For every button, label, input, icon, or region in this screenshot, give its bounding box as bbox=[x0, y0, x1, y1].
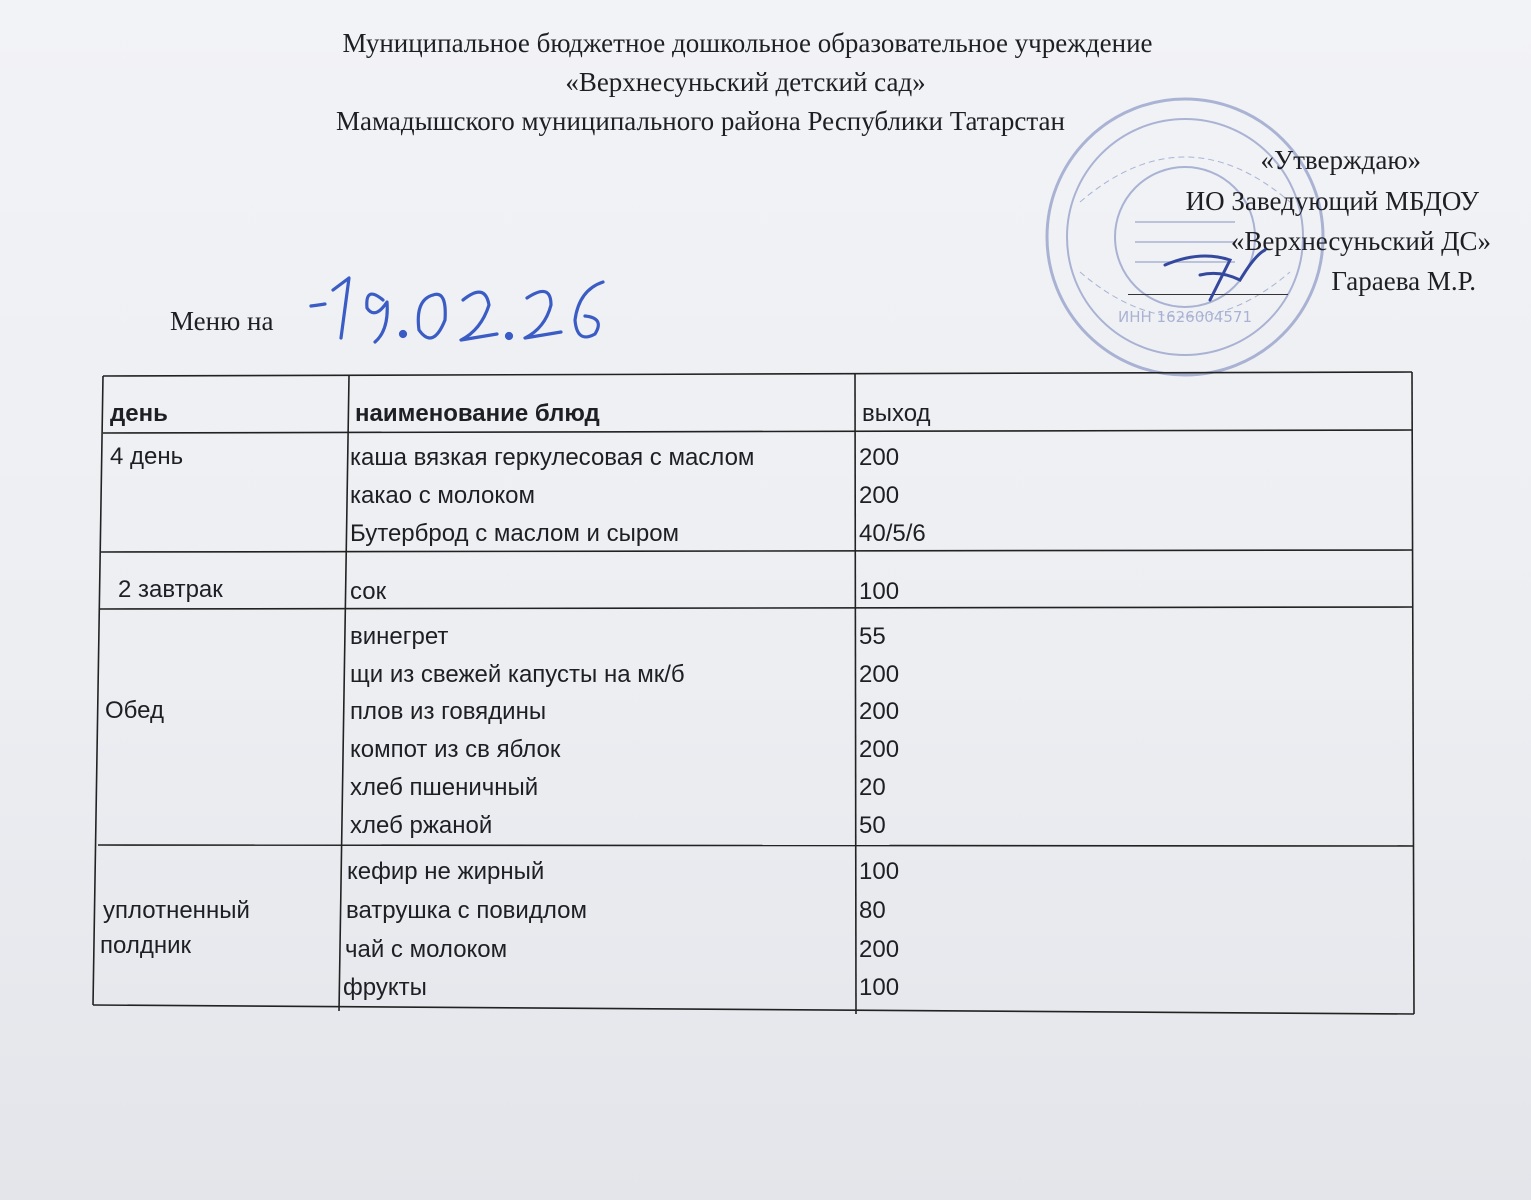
dish-yield: 200 bbox=[859, 736, 900, 763]
menu-label: Меню на bbox=[170, 306, 274, 336]
dish-name: компот из св яблок bbox=[350, 736, 561, 763]
dish-yield: 80 bbox=[859, 897, 886, 924]
approval-signer: Гараева М.Р. bbox=[1331, 266, 1476, 296]
svg-text:ИНН 1626004571: ИНН 1626004571 bbox=[1118, 308, 1252, 326]
section-label-lunch: Обед bbox=[105, 697, 164, 724]
section-label-afternoon-snack-line2: полдник bbox=[100, 932, 191, 959]
handwritten-date bbox=[305, 260, 625, 360]
approval-institution: «Верхнесуньский ДС» bbox=[1230, 226, 1491, 256]
dish-yield: 200 bbox=[859, 661, 900, 688]
dish-name: хлеб ржаной bbox=[350, 812, 493, 839]
dish-yield: 100 bbox=[859, 858, 900, 885]
dish-yield: 200 bbox=[859, 698, 900, 725]
dish-yield: 40/5/6 bbox=[859, 520, 926, 547]
institution-name-line1: Муниципальное бюджетное дошкольное образовательное учреждение bbox=[342, 28, 1153, 58]
handwritten-signature bbox=[1160, 245, 1270, 305]
dish-yield: 100 bbox=[859, 578, 900, 605]
dish-name: Бутерброд с маслом и сыром bbox=[350, 520, 680, 547]
section-label-afternoon-snack-line1: уплотненный bbox=[103, 897, 250, 924]
section-label-day4: 4 день bbox=[110, 443, 184, 470]
dish-yield: 200 bbox=[859, 482, 900, 509]
institution-name-line2: «Верхнесуньский детский сад» bbox=[565, 67, 926, 97]
dish-name: щи из свежей капусты на мк/б bbox=[350, 661, 685, 688]
dish-name: каша вязкая геркулесовая с маслом bbox=[350, 444, 755, 471]
dish-yield: 200 bbox=[859, 444, 900, 471]
column-header-day: день bbox=[110, 400, 168, 427]
dish-yield: 200 bbox=[859, 936, 900, 963]
approval-position: ИО Заведующий МБДОУ bbox=[1185, 186, 1479, 216]
dish-yield: 100 bbox=[859, 974, 900, 1001]
dish-yield: 20 bbox=[859, 774, 886, 801]
dish-yield: 55 bbox=[859, 623, 886, 650]
dish-name: хлеб пшеничный bbox=[350, 774, 539, 801]
dish-name: кефир не жирный bbox=[347, 858, 545, 885]
dish-name: ватрушка с повидлом bbox=[346, 897, 587, 924]
dish-name: чай с молоком bbox=[345, 936, 508, 963]
column-header-yield: выход bbox=[862, 400, 931, 427]
dish-name: винегрет bbox=[350, 623, 449, 650]
dish-name: плов из говядины bbox=[350, 698, 547, 725]
dish-name: сок bbox=[350, 578, 387, 605]
section-label-second-breakfast: 2 завтрак bbox=[118, 576, 223, 603]
dish-name: какао с молоком bbox=[350, 482, 535, 509]
dish-name: фрукты bbox=[343, 974, 427, 1001]
approval-title: «Утверждаю» bbox=[1260, 145, 1421, 175]
institution-name-line3: Мамадышского муниципального района Республики Татарстан bbox=[336, 106, 1065, 136]
dish-yield: 50 bbox=[859, 812, 886, 839]
column-header-dish: наименование блюд bbox=[355, 400, 600, 427]
